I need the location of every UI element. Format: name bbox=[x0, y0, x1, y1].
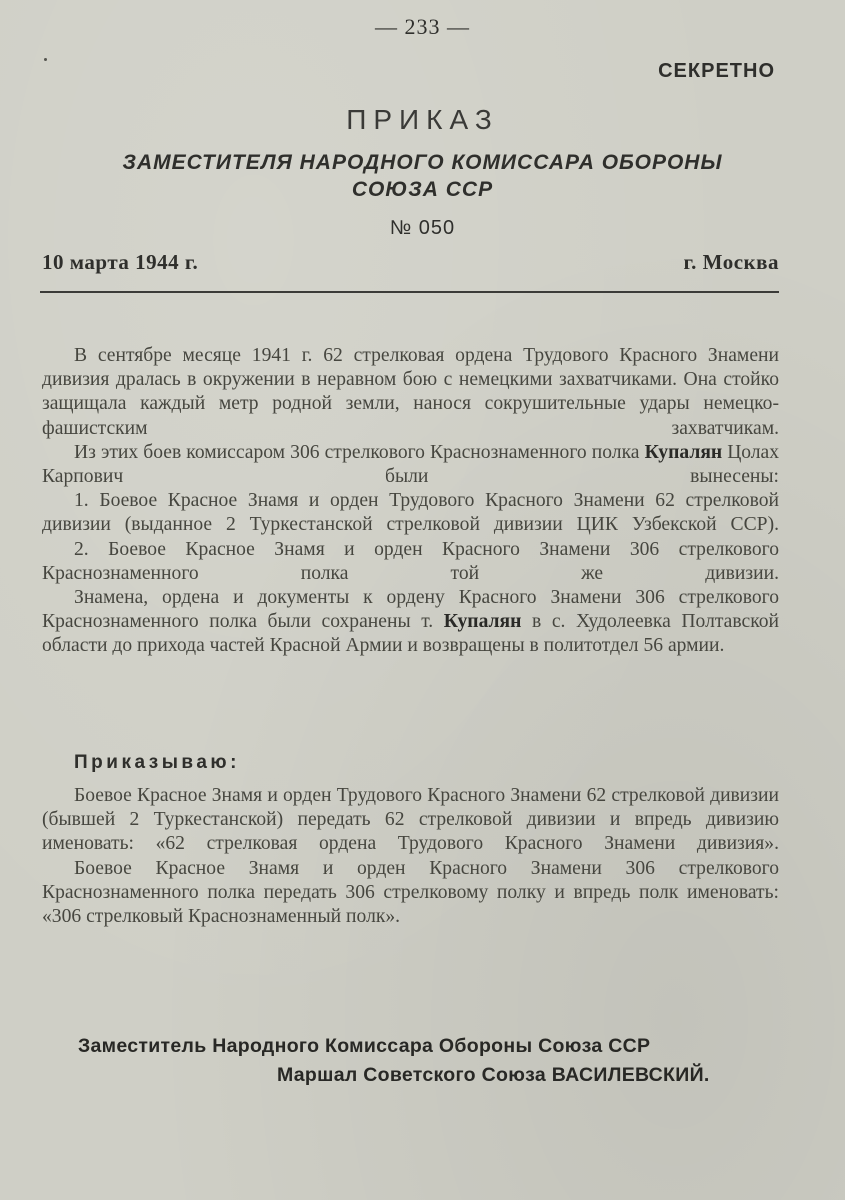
directive-1 bbox=[42, 784, 779, 857]
person-name: Купалян bbox=[443, 611, 522, 633]
issuer-line-1: ЗАМЕСТИТЕЛЯ НАРОДНОГО КОМИССАРА ОБОРОНЫ bbox=[122, 151, 723, 174]
paragraph-3-text-a: Знамена, ордена и документы к ордену Красного Знамени 306 стрелкового Краснознаменного полка были сохранены т. bbox=[42, 587, 779, 633]
directive-2 bbox=[42, 857, 779, 930]
issuer-line-2: СОЮЗА ССР bbox=[351, 178, 494, 201]
paragraph-2 bbox=[42, 441, 779, 489]
order-place: г. Москва bbox=[683, 250, 779, 274]
list-item-2 bbox=[42, 538, 779, 586]
paragraph-3-text-b: в с. Худолеевка Полтавской области до прихода частей Красной Армии и возвращены в политотдел 56 армии. bbox=[42, 611, 780, 657]
list-item-1-text: 1. Боевое Красное Знамя и орден Трудового Красного Знамени 62 стрелковой дивизии (выданное 2 Туркестанской стрелковой дивизии ЦИК Узбекской ССР). bbox=[42, 490, 779, 536]
header-divider bbox=[40, 291, 779, 293]
list-item-1 bbox=[42, 489, 779, 537]
order-directives bbox=[42, 784, 779, 929]
order-number: № 050 bbox=[389, 217, 456, 239]
order-body bbox=[42, 344, 779, 659]
directive-2-text: Боевое Красное Знамя и орден Красного Знамени 306 стрелкового Краснознаменного полка передать 306 стрелковому полку и впредь полк именовать: «306 стрелковый Краснознаменный полк». bbox=[42, 857, 779, 928]
paragraph-2-text-a: Из этих боев комиссаром 306 стрелкового Краснознаменного полка bbox=[74, 441, 645, 463]
list-item-2-text: 2. Боевое Красное Знамя и орден Красного Знамени 306 стрелкового Краснознаменного полка той же дивизии. bbox=[42, 538, 779, 584]
paragraph-2-text-b: Цолах Карпович были вынесены: bbox=[42, 441, 780, 488]
order-date: 10 марта 1944 г. bbox=[42, 250, 199, 274]
person-name: Купалян bbox=[644, 441, 723, 463]
order-heading: Приказываю: bbox=[74, 752, 240, 773]
signature-title: Заместитель Народного Комиссара Обороны Союза ССР bbox=[78, 1035, 651, 1057]
paper-speck bbox=[44, 58, 47, 61]
classification-mark: СЕКРЕТНО bbox=[658, 60, 775, 82]
page-number: — 233 — bbox=[375, 14, 470, 39]
signature-name: Маршал Советского Союза ВАСИЛЕВСКИЙ. bbox=[277, 1064, 710, 1086]
paragraph-3 bbox=[42, 586, 779, 659]
document-title: ПРИКАЗ bbox=[346, 104, 499, 135]
paragraph-1-text: В сентябре месяце 1941 г. 62 стрелковая ордена Трудового Красного Знамени дивизия дралась в окружении в неравном бою с немецкими захватчиками. Она стойко защищала каждый метр родной земли, нанося сокрушительные удары немецко-фашистским захватчикам. bbox=[42, 345, 779, 439]
paragraph-1 bbox=[42, 344, 779, 441]
directive-1-text: Боевое Красное Знамя и орден Трудового Красного Знамени 62 стрелковой дивизии (бывшей 2 Туркестанской) передать 62 стрелковой дивизии и впредь дивизию именовать: «62 стрелковая ордена Трудового Красного Знамени дивизия». bbox=[42, 785, 779, 855]
